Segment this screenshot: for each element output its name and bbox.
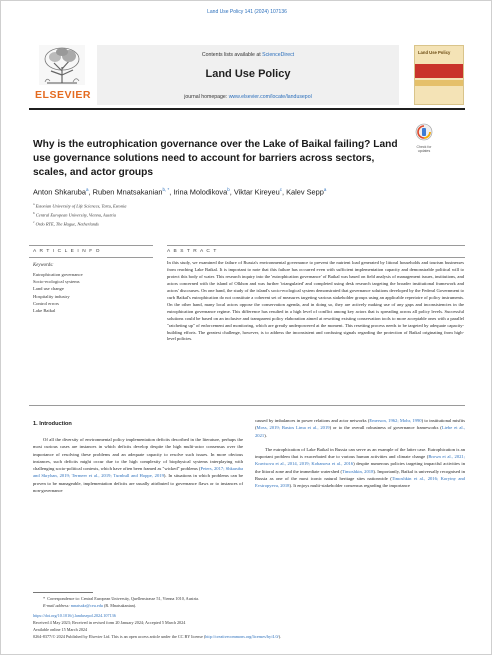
- citation-link[interactable]: Moss, 2019; Bastos Lima et al., 2019: [256, 425, 330, 431]
- email-suffix: (R. Mnatsakanian).: [103, 603, 137, 608]
- license-line: [33, 633, 463, 640]
- email-note: [33, 602, 463, 609]
- text-run: The eutrophication of Lake Baikal in Russia can serve as an example of the latter case. Eutrophication is an important problem that is exacerbated due to various human activities and climate change (: [255, 446, 465, 460]
- affiliation-item: [33, 201, 463, 210]
- affiliation-item: [33, 219, 463, 228]
- text-run: ).: [264, 432, 267, 438]
- affiliation-mark: b: [33, 211, 35, 216]
- author-affiliation-mark[interactable]: b, *: [162, 187, 170, 192]
- author-separator: ,: [281, 187, 287, 197]
- author-affiliation-mark[interactable]: b: [227, 187, 230, 192]
- keyword-item: Lake Baikal: [33, 308, 56, 314]
- author-name[interactable]: Anton Shkaruba: [33, 187, 87, 197]
- citation-link[interactable]: Timoshkin, 2018: [342, 468, 374, 474]
- footnote-mark: *: [43, 596, 46, 601]
- affiliation-mark: c: [33, 220, 35, 225]
- author-separator: ,: [229, 187, 234, 197]
- correspondence-text: Correspondence to: Central European University, Quellenstrasse 51, Vienna 1010, Austria.: [47, 596, 200, 601]
- intro-left-text-2: ). In situations in which problems can be proven to be manageable, implementation deficits are usually attributed to governance flaws or to instances of non-governance: [33, 473, 243, 494]
- license-end: ).: [278, 634, 282, 639]
- abstract-bottom-rule: [29, 405, 465, 406]
- license-text: 0264-8377/© 2024 Published by Elsevier Ltd. This is an open access article under the CC BY license (: [33, 634, 206, 639]
- text-run: ) or to the overall robustness of governance frameworks (: [329, 425, 442, 431]
- author-name[interactable]: Viktar Kireyeu: [233, 187, 280, 197]
- received-line: Received 4 May 2023; Received in revised form 20 January 2024; Accepted 5 March 2024: [33, 620, 186, 625]
- keyword-item: Socio-ecological systems: [33, 279, 80, 285]
- affiliation-list: [33, 201, 463, 228]
- text-run: ) despite numerous policies targeting impactful activities in the littoral zone and the immediate watershed (: [255, 461, 465, 474]
- footnote-rule: [33, 592, 93, 593]
- homepage-link[interactable]: www.elsevier.com/locate/landusepol: [228, 94, 312, 100]
- author-affiliation-mark[interactable]: a: [323, 187, 327, 192]
- affiliation-mark: a: [33, 202, 35, 206]
- article-title: Why is the eutrophication governance over the Lake of Baikal failing? Land use governance solutions need to account for barriers across sectors, scales, and actor groups: [33, 139, 398, 178]
- footnotes: [33, 595, 463, 640]
- intro-left-text-1: Of all the diversity of environmental policy implementation deficits described in the literature, perhaps the most curious cases are instances in which deficits develop despite the high multi-actor consensus over the importance of resolving these problems and an adequate capacity to resolve such issues. In more obvious instances, such deficits might occur due to the high complexity of biophysical systems interplaying with challenging socio-political contexts, which have often been framed as "wicked" problems (: [33, 437, 243, 472]
- abstract-under-rule: [167, 257, 465, 258]
- text-run: ) to institutional misfits (: [255, 418, 465, 431]
- journal-title: Land Use Policy: [205, 68, 291, 80]
- article-info-under-rule: [29, 257, 153, 258]
- text-run: ). Importantly, Baikal is universally recognised in Russia as one of the most iconic natural heritage sites nationwide (: [255, 468, 466, 482]
- author-separator: ,: [88, 187, 93, 197]
- author-list: [33, 187, 463, 196]
- intro-right-column: [255, 417, 465, 490]
- check-for-updates-label[interactable]: Check for updates: [416, 145, 432, 153]
- intro-left-column: [33, 436, 243, 494]
- text-run: caused by imbalances in power relations and actor networks (: [255, 418, 370, 423]
- homepage-prefix: journal homepage:: [184, 94, 228, 100]
- contents-available-line: [97, 52, 399, 58]
- citation-link[interactable]: Emerson, 1962; Mohr, 1990: [369, 418, 422, 423]
- cover-red-band: [415, 64, 463, 78]
- citation-link[interactable]: Brown et al., 2021; Kravtsova et al., 2014, 2019; Kobanova et al., 2016: [255, 454, 465, 467]
- abstract-text: In this study, we examined the failure of Russia's environmental governance to prevent the nutrient load generated by littoral households and tourism businesses from reaching Lake Baikal. It is important to note that this failure has occurred even with sufficient implementation capacity and demonstrable political will to protect this body of water. This research inquiry into the 'eutrophication governance' of Baikal was based on field analysis of management issues, institutions, and actors concerned with the island of Olkhon and was further 'triangulated' and completed using desk research targeting the broader institutional framework and actors' discourses. On one hand, the study of the island's socio-ecological system demonstrated that governance solutions developed by the Federal Government to curb Baikal's eutrophication do not constitute a coherent set of measures targeting various stakeholder groups using an applicable repertoire of policy instruments. On the other hand, many local actors oppose the conservation agenda, and in doing so, they are actively making use of any gaps and inconsistencies in the eutrophication governance regime. This difference has resulted in a high level of conflict among key actors that is spreading across all policy levels. Successful solutions could be based on an inclusive and transparent policy elaboration aimed at rewriting existing conservation tools to more acceptable ones with a parallel "ratcheting up" of enforcement and monitoring, which are greatly underpowered at the moment. This resetting process needs to be targeted by adequate capacity-building efforts. The greatest challenge, however, is to address the inconsistent and confusing signals regarding the protection of Baikal originating from high-level policies.: [167, 260, 464, 342]
- article-info-heading: A R T I C L E I N F O: [33, 249, 101, 254]
- correspondence-note: [33, 595, 463, 602]
- cover-yellow-band: [415, 80, 463, 86]
- affiliation-text: Estonian University of Life Sciences, Tartu, Estonia: [35, 203, 127, 209]
- keyword-item: Hospitality industry: [33, 293, 70, 299]
- keywords-list: [33, 271, 163, 314]
- intro-right-paragraph-1: [255, 417, 465, 439]
- affiliation-item: [33, 210, 463, 219]
- intro-left-citation-1[interactable]: Peters, 2017; Shkaruba and Skryhan, 2019; Termeer et al., 2019; Turnbull and Hoppe, 2019: [33, 466, 243, 479]
- abstract-top-rule: [167, 245, 465, 246]
- journal-cover-thumbnail[interactable]: [414, 45, 464, 105]
- keyword-item: Control errors: [33, 300, 59, 306]
- author-name[interactable]: Ruben Mnatsakanian: [92, 187, 163, 197]
- author-name[interactable]: Kalev Sepp: [286, 187, 324, 197]
- author-affiliation-mark[interactable]: a: [86, 187, 89, 192]
- license-link[interactable]: http://creativecommons.org/licenses/by/4.0/: [205, 634, 279, 639]
- cover-title: Land Use Policy: [418, 50, 451, 55]
- email-label: E-mail address:: [43, 603, 70, 608]
- text-run: ). It enjoys multi-stakeholder consensus regarding the importance: [289, 483, 410, 489]
- intro-right-paragraph-2: [255, 446, 465, 490]
- affiliation-text: Central European University, Vienna, Austria: [35, 212, 116, 218]
- contents-prefix: Contents lists available at: [201, 52, 261, 58]
- available-line: Available online 15 March 2024: [33, 627, 88, 632]
- author-separator: ,: [169, 187, 174, 197]
- citation-link[interactable]: Liebe et al., 2021: [255, 425, 465, 438]
- check-for-updates-icon[interactable]: [415, 123, 433, 145]
- journal-homepage-line: [97, 94, 399, 100]
- affiliation-text: Ordo RTE, The Hague, Netherlands: [35, 221, 99, 227]
- elsevier-tree-icon: [39, 45, 85, 85]
- introduction-heading: 1. Introduction: [33, 421, 72, 427]
- keyword-item: Eutrophication governance: [33, 272, 83, 277]
- elsevier-wordmark: ELSEVIER: [35, 89, 91, 101]
- email-link[interactable]: mnatsakr@ceu.edu: [70, 603, 103, 608]
- abstract-heading: A B S T R A C T: [167, 249, 218, 254]
- sciencedirect-link[interactable]: ScienceDirect: [262, 52, 295, 58]
- keywords-label: Keywords:: [33, 263, 54, 268]
- journal-reference-link[interactable]: Land Use Policy 141 (2024) 107136: [207, 9, 287, 15]
- doi-line: [33, 612, 463, 619]
- author-name[interactable]: Irina Molodikova: [173, 187, 228, 197]
- citation-link[interactable]: Timoshkin et al., 2016; Korytny and Evstropyeva, 2018: [255, 476, 465, 489]
- keyword-item: Land use change: [33, 286, 64, 292]
- doi-link[interactable]: https://doi.org/10.1016/j.landusepol.2024.107136: [33, 613, 116, 618]
- masthead-rule: [29, 108, 465, 110]
- article-info-top-rule: [29, 245, 153, 246]
- author-affiliation-mark[interactable]: c: [279, 187, 282, 192]
- elsevier-logo: [29, 43, 97, 105]
